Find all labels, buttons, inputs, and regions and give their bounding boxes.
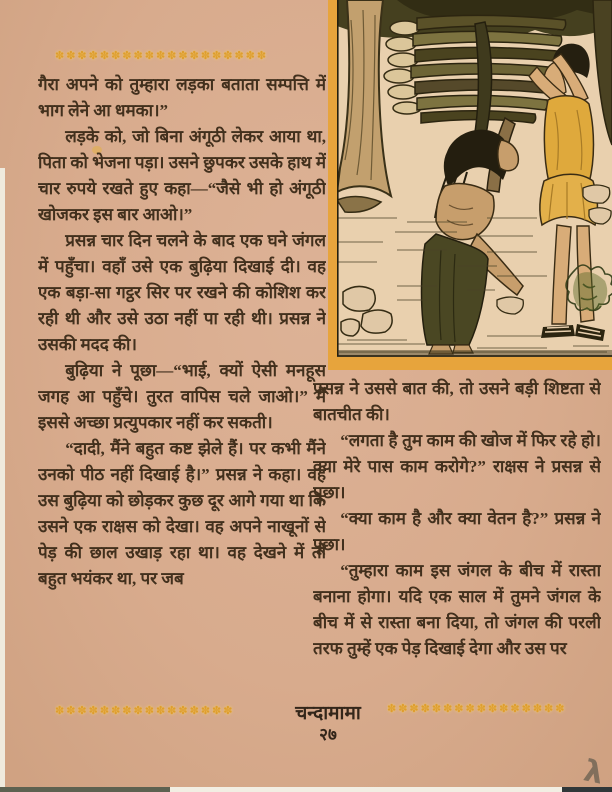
story-illustration xyxy=(328,0,612,370)
ornament-row-bottom-right: ✽✽✽✽✽✽✽✽✽✽✽✽✽✽✽✽ xyxy=(387,703,567,715)
story-paragraph: लड़के को, जो बिना अंगूठी लेकर आया था, पिता को भेजना पड़ा। उसने छुपकर उसके हाथ में चार रुपये रखते हुए कहा—“जैसे भी हो अंगूठी खोजकर इस बार आओ।” xyxy=(38,127,326,224)
ornament-row-top: ✽✽✽✽✽✽✽✽✽✽✽✽✽✽✽✽✽✽✽ xyxy=(55,50,269,62)
story-paragraph: “लगता है तुम काम की खोज में फिर रहे हो। क्या मेरे पास काम करोगे?” राक्षस ने प्रसन्न से पूछा। xyxy=(313,431,601,502)
right-text-column xyxy=(313,376,601,694)
story-paragraph: “दादी, मैंने बहुत कष्ट झेले हैं। पर कभी मैंने उनको पीठ नहीं दिखाई है।” प्रसन्न ने कहा। वह उस बुढ़िया को छोड़कर कुछ दूर आगे गया था कि उसने एक राक्षस को देखा। वह अपने नाखूनों से पेड़ की छाल उखाड़ रहा था। वह देखने में तो बहुत भयंकर था, पर जब xyxy=(38,439,326,588)
page-number: २७ xyxy=(319,725,337,744)
story-paragraph: “क्या काम है और क्या वेतन है?” प्रसन्न ने पूछा। xyxy=(313,509,601,554)
scan-bottom-strip-middle xyxy=(170,787,562,792)
woodcut-illustration xyxy=(337,0,612,357)
story-paragraph: प्रसन्न ने उससे बात की, तो उसने बड़ी शिष्टता से बातचीत की। xyxy=(313,379,601,424)
scan-edge-margin xyxy=(0,168,5,792)
story-paragraph: “तुम्हारा काम इस जंगल के बीच में रास्ता बनाना होगा। यदि एक साल में तुमने जंगल के बीच में से रास्ता बना दिया, तो जंगल की परली तरफ तुम्हें एक पेड़ दिखाई देगा और उस पर xyxy=(313,561,601,658)
story-paragraph: बुढ़िया ने पूछा—“भाई, क्यों ऐसी मनहूस जगह आ पहुँचे। तुरत वापिस चले जाओ।” मैं इससे अच्छा प्रत्युपकार नहीं कर सकती। xyxy=(38,361,326,432)
magazine-name: चन्दामामा xyxy=(295,703,361,724)
handwritten-mark: λ xyxy=(580,753,607,792)
left-text-column xyxy=(38,72,326,704)
story-paragraph: गैरा अपने को तुम्हारा लड़का बताता सम्पत्ति में भाग लेने आ धमका।” xyxy=(38,75,326,120)
ornament-row-bottom-left: ✽✽✽✽✽✽✽✽✽✽✽✽✽✽✽✽ xyxy=(55,705,235,717)
story-paragraph: प्रसन्न चार दिन चलने के बाद एक घने जंगल में पहुँचा। वहाँ उसे एक बुढ़िया दिखाई दी। वह एक बड़ा-सा गट्ठर सिर पर रखने की कोशिश कर रही थी और उसे उठा नहीं पा रही थी। प्रसन्न ने उसकी मदद की। xyxy=(38,231,326,354)
scan-bottom-strip-left xyxy=(0,787,170,792)
